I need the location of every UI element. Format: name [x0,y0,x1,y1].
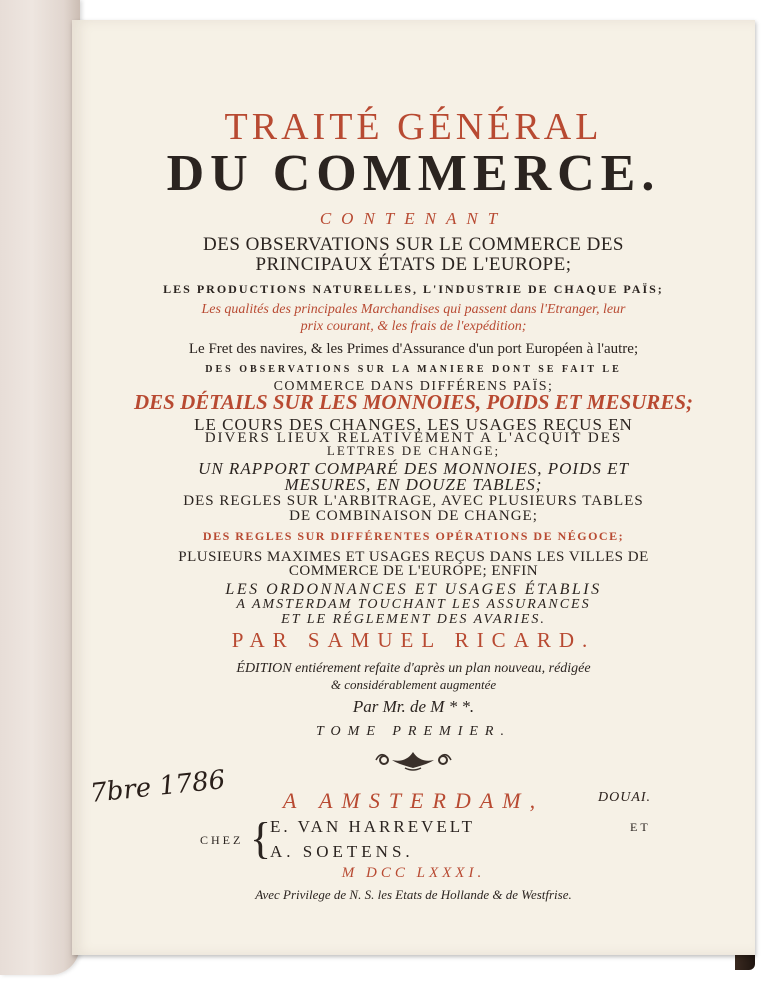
divers-line: DIVERS LIEUX RELATIVEMENT A L'ACQUIT DES [204,430,623,446]
regles-line-2: DE COMBINAISON DE CHANGE; [289,508,538,524]
obs-line-2: PRINCIPAUX ÉTATS DE L'EUROPE; [255,254,572,275]
regles-line-3: DES REGLES SUR DIFFÉRENTES OPÉRATIONS DE NÉGOCE; [202,529,625,543]
edition-line-1: ÉDITION entiérement refaite d'après un plan nouveau, rédigée [236,661,591,676]
imprint-city: A AMSTERDAM, [282,788,545,813]
printers-ornament [372,748,455,772]
cours-line: LE COURS DES CHANGES, LES USAGES REÇUS EN [194,415,633,434]
privilege-line: Avec Privilege de N. S. les Etats de Hollande & de Westfrise. [255,887,572,902]
regles-line-1: DES REGLES SUR L'ARBITRAGE, AVEC PLUSIEURS TABLES [183,493,644,509]
title-page [72,20,755,955]
spine-stain [0,380,60,440]
par-mr-line: Par Mr. de M * *. [352,697,475,716]
imprint-year: M DCC LXXXI. [341,865,486,881]
et-label: ET [630,820,651,834]
qualites-line-2: prix courant, & les frais de l'expédition; [300,319,527,334]
plusieurs-line-1: PLUSIEURS MAXIMES ET USAGES REÇUS DANS LES VILLES DE [178,549,649,565]
author-line: PAR SAMUEL RICARD. [231,628,596,652]
fret-line: Le Fret des navires, & les Primes d'Assurance d'un port Européen à l'autre; [188,341,639,357]
edition-line-2: & considérablement augmentée [330,677,497,692]
contenant-label: CONTENANT [319,209,508,228]
rapport-line-1: UN RAPPORT COMPARÉ DES MONNOIES, POIDS ET [198,459,629,478]
publisher-1: E. VAN HARREVELT [270,817,475,836]
rapport-line-2: MESURES, EN DOUZE TABLES; [284,475,543,494]
chez-label: CHEZ [200,833,244,847]
amsterdam-touchant-line: A AMSTERDAM TOUCHANT LES ASSURANCES [236,597,591,612]
handwritten-date: 7bre 1786 [88,765,227,809]
details-line: DES DÉTAILS SUR LES MONNOIES, POIDS ET MESURES; [134,390,693,414]
obs-maniere-line-2: COMMERCE DANS DIFFÉRENS PAÏS; [273,379,554,394]
book-spine [0,0,80,975]
plusieurs-line-2: COMMERCE DE L'EUROPE; ENFIN [288,563,539,579]
title-line-1: TRAITÉ GÉNÉRAL [224,106,603,148]
tome-line: TOME PREMIER. [316,724,511,739]
handwritten-place: DOUAI. [598,790,652,805]
publisher-2: A. SOETENS. [270,842,414,861]
obs-maniere-line-1: DES OBSERVATIONS SUR LA MANIERE DONT SE FAIT LE [205,364,622,375]
obs-line-1: DES OBSERVATIONS SUR LE COMMERCE DES [203,234,624,255]
ordonnances-line: LES ORDONNANCES ET USAGES ÉTABLIS [225,581,602,598]
reglement-line: ET LE RÉGLEMENT DES AVARIES. [281,612,546,627]
brace-glyph: { [250,814,272,863]
qualites-line-1: Les qualités des principales Marchandises qui passent dans l'Etranger, leur [201,302,626,317]
lettres-line: LETTRES DE CHANGE; [326,443,501,458]
productions-line: LES PRODUCTIONS NATURELLES, L'INDUSTRIE DE CHAQUE PAÏS; [163,282,664,296]
title-line-2: DU COMMERCE. [166,145,661,202]
